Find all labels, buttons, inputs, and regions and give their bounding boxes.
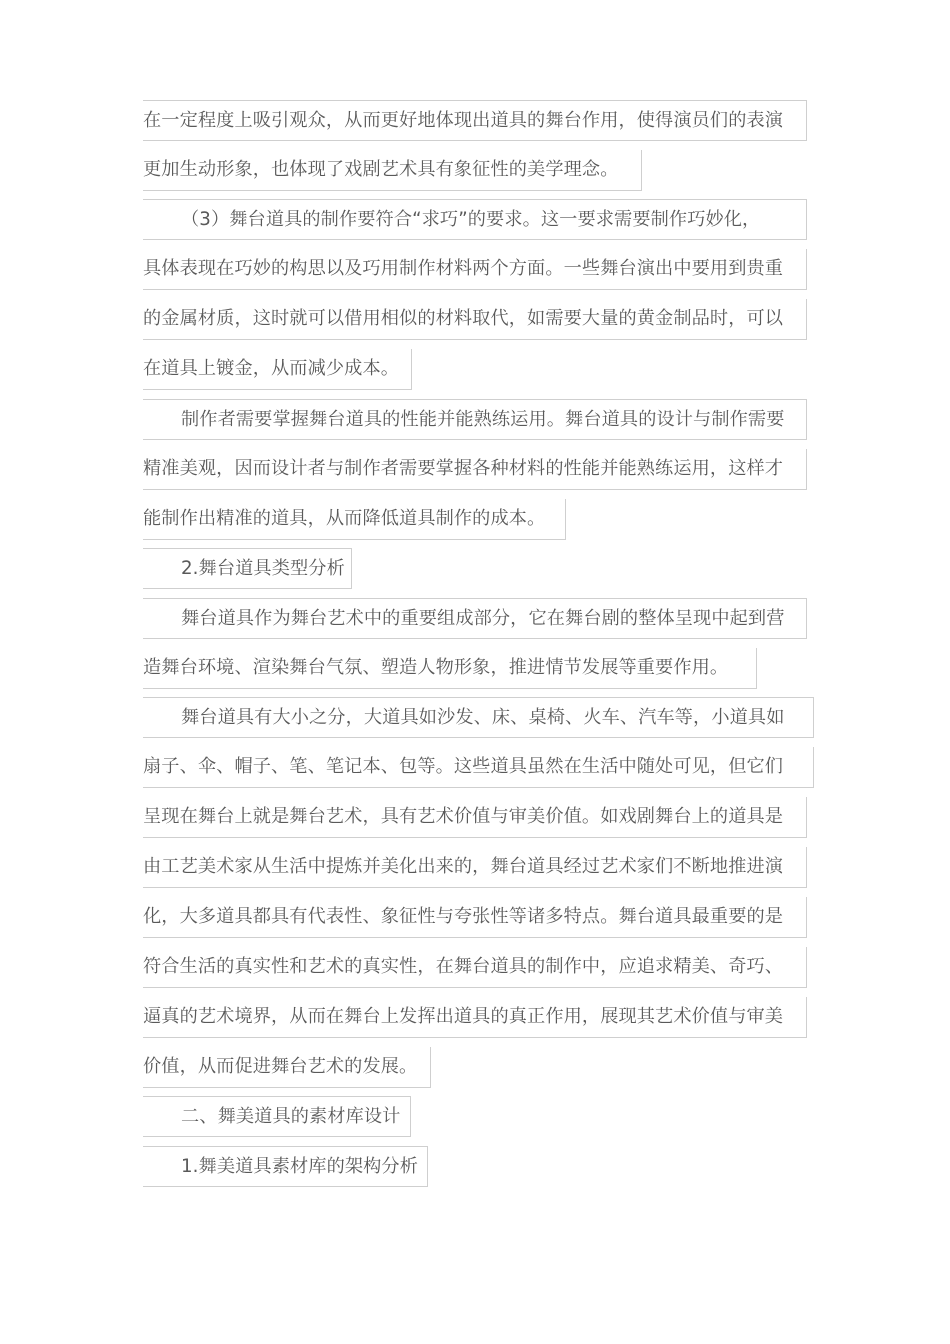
paragraph-line: 能制作出精准的道具，从而降低道具制作的成本。 — [143, 499, 566, 540]
paragraph-line: 精准美观，因而设计者与制作者需要掌握各种材料的性能并能熟练运用，这样才 — [143, 449, 807, 490]
paragraph-line: 价值，从而促进舞台艺术的发展。 — [143, 1047, 431, 1088]
paragraph-line: 扇子、伞、帽子、笔、笔记本、包等。这些道具虽然在生活中随处可见，但它们 — [143, 747, 814, 788]
paragraph-line: 造舞台环境、渲染舞台气氛、塑造人物形象，推进情节发展等重要作用。 — [143, 648, 757, 689]
paragraph-line: 逼真的艺术境界，从而在舞台上发挥出道具的真正作用，展现其艺术价值与审美 — [143, 997, 807, 1038]
paragraph-line: 的金属材质，这时就可以借用相似的材料取代，如需要大量的黄金制品时，可以 — [143, 299, 807, 340]
paragraph-line: 舞台道具有大小之分，大道具如沙发、床、桌椅、火车、汽车等，小道具如 — [143, 697, 814, 738]
paragraph-line: 制作者需要掌握舞台道具的性能并能熟练运用。舞台道具的设计与制作需要 — [143, 399, 807, 440]
paragraph-line: 化，大多道具都具有代表性、象征性与夸张性等诸多特点。舞台道具最重要的是 — [143, 897, 807, 938]
paragraph-line: 舞台道具作为舞台艺术中的重要组成部分，它在舞台剧的整体呈现中起到营 — [143, 598, 807, 639]
paragraph-line: 在道具上镀金，从而减少成本。 — [143, 349, 412, 390]
paragraph-line: 由工艺美术家从生活中提炼并美化出来的，舞台道具经过艺术家们不断地推进演 — [143, 847, 807, 888]
section-heading: 1.舞美道具素材库的架构分析 — [143, 1146, 428, 1187]
paragraph-line: （3）舞台道具的制作要符合“求巧”的要求。这一要求需要制作巧妙化， — [143, 199, 807, 240]
paragraph-line: 在一定程度上吸引观众，从而更好地体现出道具的舞台作用，使得演员们的表演 — [143, 100, 807, 141]
section-heading: 2.舞台道具类型分析 — [143, 548, 352, 589]
paragraph-line: 呈现在舞台上就是舞台艺术，具有艺术价值与审美价值。如戏剧舞台上的道具是 — [143, 797, 807, 838]
section-heading: 二、舞美道具的素材库设计 — [143, 1096, 411, 1137]
paragraph-line: 更加生动形象，也体现了戏剧艺术具有象征性的美学理念。 — [143, 150, 642, 191]
paragraph-line: 符合生活的真实性和艺术的真实性，在舞台道具的制作中，应追求精美、奇巧、 — [143, 947, 807, 988]
paragraph-line: 具体表现在巧妙的构思以及巧用制作材料两个方面。一些舞台演出中要用到贵重 — [143, 249, 807, 290]
